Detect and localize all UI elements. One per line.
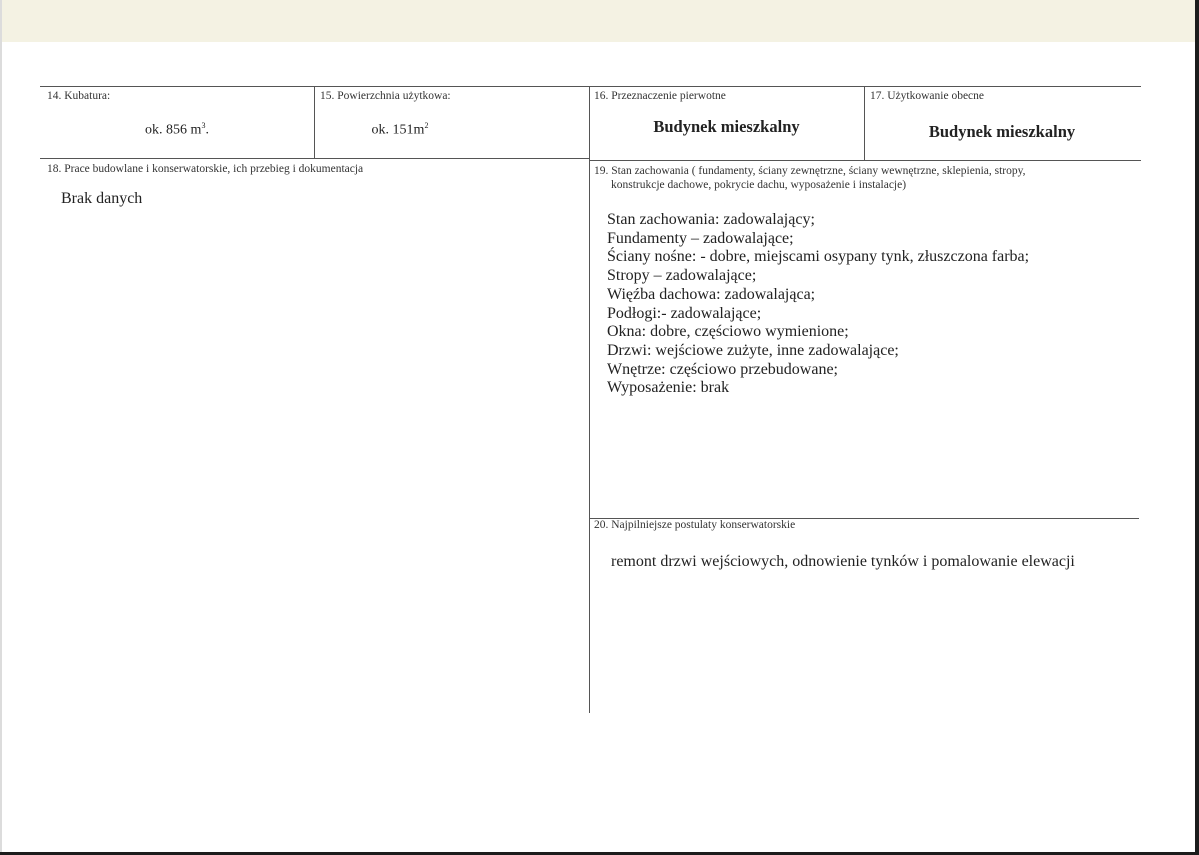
condition-list <box>607 211 1029 398</box>
row1-bottom-rule-left <box>40 158 589 159</box>
field-19-label-line1: 19. Stan zachowania ( fundamenty, ściany zewnętrzne, ściany wewnętrzne, sklepienia, stropy, <box>594 165 1026 177</box>
field-20-value: remont drzwi wejściowych, odnowienie tynków i pomalowanie elewacji <box>611 553 1075 570</box>
condition-item: Stropy – zadowalające; <box>607 267 757 285</box>
condition-item: Podłogi:- zadowalające; <box>607 304 762 322</box>
field-15-value <box>314 121 486 139</box>
field-17-label: 17. Użytkowanie obecne <box>870 90 985 102</box>
field-18-label: 18. Prace budowlane i konserwatorskie, ich przebieg i dokumentacja <box>47 163 364 175</box>
condition-item: Fundamenty – zadowalające; <box>607 229 794 247</box>
col-divider-main <box>589 86 590 713</box>
field-16-value: Budynek mieszkalny <box>653 117 800 136</box>
field-14-value-suffix: . <box>205 122 209 138</box>
field-18-value: Brak danych <box>61 190 143 207</box>
field-19-label-line2: konstrukcje dachowe, pokrycie dachu, wyposażenie i instalacje) <box>611 179 907 191</box>
field-15-label: 15. Powierzchnia użytkowa: <box>320 90 451 102</box>
condition-item: Więźba dachowa: zadowalająca; <box>607 285 816 303</box>
top-rule <box>40 86 1141 87</box>
scan-left-edge <box>0 0 2 855</box>
field-14-value <box>40 121 314 139</box>
field-16-label: 16. Przeznaczenie pierwotne <box>594 90 726 102</box>
condition-item: Drzwi: wejściowe zużyte, inne zadowalające; <box>607 341 899 359</box>
field-14-label: 14. Kubatura: <box>47 90 111 102</box>
condition-item: Okna: dobre, częściowo wymienione; <box>607 323 849 341</box>
condition-item: Stan zachowania: zadowalający; <box>607 211 815 228</box>
field-20-label: 20. Najpilniejsze postulaty konserwatorskie <box>594 519 796 531</box>
field-15-value-sup: 2 <box>424 121 429 130</box>
row1-bottom-rule-right <box>589 160 1141 161</box>
field-14-value-main: ok. 856 m <box>145 122 202 138</box>
field-17-value: Budynek mieszkalny <box>928 122 1076 141</box>
field-14-value-sup: 3 <box>201 121 206 130</box>
condition-item: Ściany nośne: - dobre, miejscami osypany tynk, złuszczona farba; <box>607 248 1030 266</box>
scan-right-edge <box>1195 0 1199 855</box>
condition-item: Wyposażenie: brak <box>607 379 730 397</box>
scan-top-band <box>0 0 1199 42</box>
field-15-value-main: ok. 151m <box>371 122 425 138</box>
condition-item: Wnętrze: częściowo przebudowane; <box>607 360 838 378</box>
